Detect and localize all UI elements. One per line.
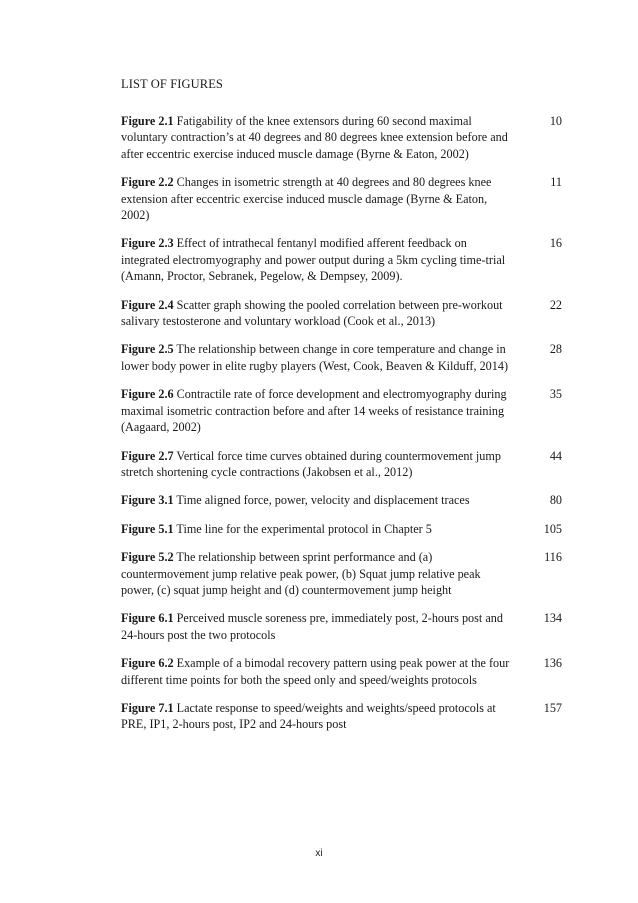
figure-caption: The relationship between sprint performance and (a) countermovement jump relative peak power, (b) Squat jump relative peak power, (c) squat jump height and (d) countermovement jump height bbox=[121, 550, 481, 597]
figure-entry-text bbox=[121, 341, 511, 374]
figure-page-number: 80 bbox=[549, 493, 562, 508]
figure-page-number: 136 bbox=[543, 656, 562, 671]
figure-caption: Contractile rate of force development and electromyography during maximal isometric contraction before and after 14 weeks of resistance training (Aagaard, 2002) bbox=[121, 387, 507, 435]
figure-entry-text bbox=[121, 655, 511, 688]
figure-entry-text bbox=[121, 174, 511, 223]
figure-caption: The relationship between change in core temperature and change in lower body power in elite rugby players (West, Cook, Beaven & Kilduff, 2014) bbox=[121, 342, 509, 373]
figure-page-number: 116 bbox=[544, 550, 562, 565]
figure-entry bbox=[121, 492, 564, 508]
figure-entry bbox=[121, 700, 564, 733]
figure-caption: Perceived muscle soreness pre, immediately post, 2-hours post and 24-hours post the two protocols bbox=[121, 611, 503, 642]
figure-page-number: 10 bbox=[549, 114, 562, 128]
figure-label: Figure 2.6 bbox=[121, 387, 174, 402]
figure-list bbox=[121, 113, 564, 733]
figure-entry bbox=[121, 549, 564, 598]
figure-page-number: 28 bbox=[549, 342, 562, 357]
figure-entry bbox=[121, 521, 564, 537]
figure-entry bbox=[121, 341, 564, 374]
figure-entry bbox=[121, 655, 564, 688]
page-number-footer: xi bbox=[315, 848, 323, 859]
figure-label: Figure 5.2 bbox=[121, 550, 174, 565]
figure-entry-text bbox=[121, 610, 511, 643]
figure-label: Figure 2.7 bbox=[121, 448, 174, 463]
figure-entry bbox=[121, 113, 564, 162]
figure-caption: Time line for the experimental protocol in Chapter 5 bbox=[176, 521, 432, 536]
figure-caption: Fatigability of the knee extensors during 60 second maximal voluntary contraction’s at 40 degrees and 80 degrees knee extension before and after eccentric exercise induced muscle damage (Byrne & Eaton, 2002) bbox=[121, 114, 508, 161]
figure-page-number: 11 bbox=[550, 175, 562, 190]
figure-entry bbox=[121, 386, 564, 435]
figure-label: Figure 7.1 bbox=[121, 700, 174, 715]
figure-entry bbox=[121, 174, 564, 223]
figure-label: Figure 3.1 bbox=[121, 493, 174, 508]
figure-entry-text bbox=[121, 549, 511, 598]
figure-entry-text bbox=[121, 521, 511, 537]
figure-label: Figure 2.3 bbox=[121, 236, 174, 251]
figure-label: Figure 5.1 bbox=[121, 521, 174, 536]
figure-entry-text bbox=[121, 700, 511, 733]
figure-caption: Lactate response to speed/weights and weights/speed protocols at PRE, IP1, 2-hours post, IP2 and 24-hours post bbox=[121, 700, 496, 732]
figure-entry-text bbox=[121, 386, 511, 435]
figure-page-number: 134 bbox=[543, 611, 562, 626]
figure-page-number: 16 bbox=[549, 236, 562, 251]
figure-caption: Effect of intrathecal fentanyl modified afferent feedback on integrated electromyography and power output during a 5km cycling time-trial (Amann, Proctor, Sebranek, Pegelow, & Dempsey, 2009). bbox=[121, 236, 506, 284]
figure-entry-text bbox=[121, 235, 511, 284]
figure-page-number: 105 bbox=[543, 521, 562, 536]
page-heading: LIST OF FIGURES bbox=[121, 77, 223, 91]
figure-page-number: 22 bbox=[549, 297, 562, 312]
figure-label: Figure 6.2 bbox=[121, 656, 174, 671]
figure-page-number: 35 bbox=[549, 387, 562, 402]
figure-entry bbox=[121, 448, 564, 481]
figure-caption: Time aligned force, power, velocity and displacement traces bbox=[176, 493, 470, 508]
figure-entry bbox=[121, 297, 564, 330]
figure-label: Figure 6.1 bbox=[121, 611, 174, 626]
figure-caption: Scatter graph showing the pooled correlation between pre-workout salivary testosterone and voluntary workload (Cook et al., 2013) bbox=[121, 297, 503, 329]
figure-label: Figure 2.1 bbox=[121, 114, 174, 128]
figure-label: Figure 2.4 bbox=[121, 297, 174, 312]
figure-label: Figure 2.5 bbox=[121, 342, 174, 357]
figure-label: Figure 2.2 bbox=[121, 175, 174, 190]
figure-page-number: 157 bbox=[543, 700, 562, 715]
figure-caption: Vertical force time curves obtained during countermovement jump stretch shortening cycle contractions (Jakobsen et al., 2012) bbox=[121, 448, 501, 479]
figure-entry-text bbox=[121, 448, 511, 481]
figure-caption: Changes in isometric strength at 40 degrees and 80 degrees knee extension after eccentric exercise induced muscle damage (Byrne & Eaton, 2002) bbox=[121, 175, 492, 223]
figure-page-number: 44 bbox=[549, 448, 562, 463]
figure-entry-text bbox=[121, 297, 511, 330]
figure-entry-text bbox=[121, 492, 511, 508]
figure-entry bbox=[121, 610, 564, 643]
figure-caption: Example of a bimodal recovery pattern using peak power at the four different time points for both the speed only and speed/weights protocols bbox=[121, 656, 510, 687]
figure-entry-text bbox=[121, 113, 511, 162]
figure-entry bbox=[121, 235, 564, 284]
